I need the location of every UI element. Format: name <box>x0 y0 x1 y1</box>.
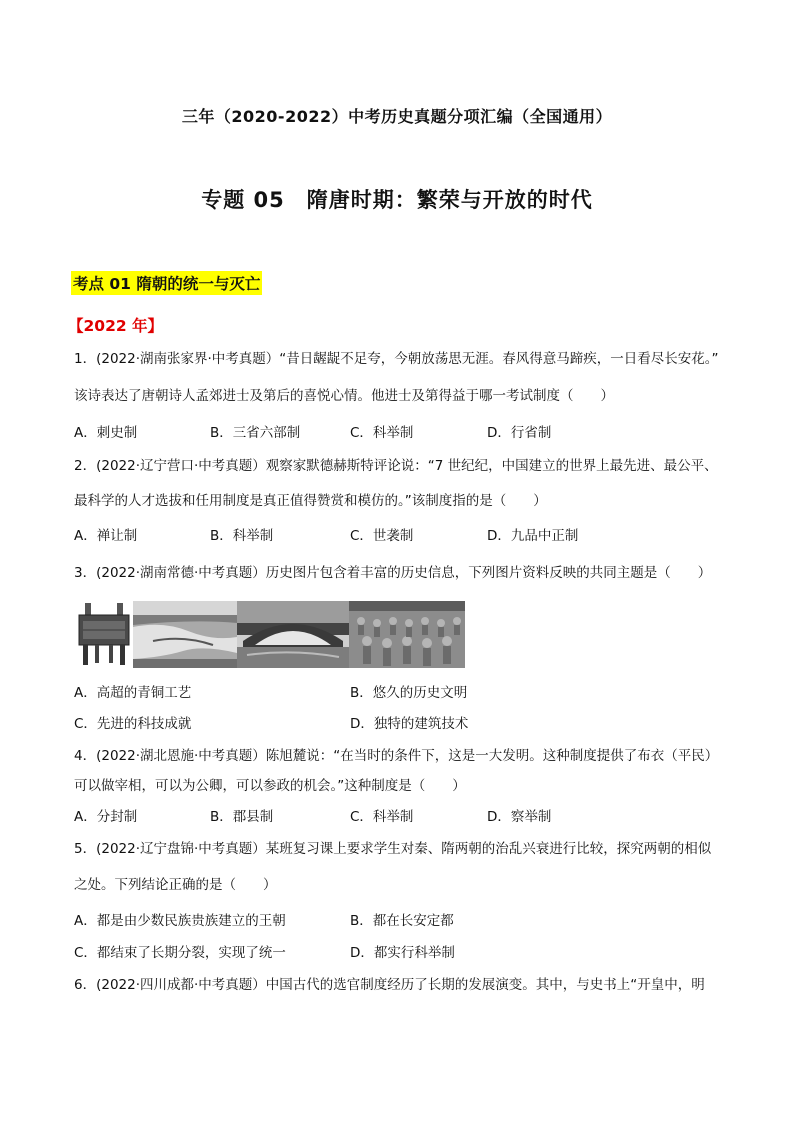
year-heading: 【2022 年】 <box>68 317 164 335</box>
question-1-option-d: D．行省制 <box>487 425 552 441</box>
question-2-line-2: 最科学的人才选拔和任用制度是真正值得赞赏和模仿的。”该制度指的是（ ） <box>74 493 547 509</box>
question-2-option-c: C．世袭制 <box>350 528 414 544</box>
question-3-option-a: A．高超的青铜工艺 <box>74 685 192 701</box>
question-4-option-d: D．察举制 <box>487 809 552 825</box>
question-1-line-2: 该诗表达了唐朝诗人孟郊进士及第后的喜悦心情。他进士及第得益于哪一考试制度（ ） <box>74 388 614 404</box>
question-1-option-b: B．三省六部制 <box>210 425 301 441</box>
question-6-line-1: 6．(2022·四川成都·中考真题）中国古代的选官制度经历了长期的发展演变。其中，与史书上“开皇中，明 <box>74 977 705 993</box>
question-2-option-b: B．科举制 <box>210 528 274 544</box>
question-1-option-c: C．科举制 <box>350 425 414 441</box>
stone-arch-bridge-image <box>237 601 349 668</box>
topic-heading: 考点 01 隋朝的统一与灭亡 <box>71 271 262 295</box>
question-3-image-strip <box>75 601 465 668</box>
question-5-line-2: 之处。下列结论正确的是（ ） <box>74 877 277 893</box>
question-1-option-a: A．刺史制 <box>74 425 138 441</box>
question-3-option-b: B．悠久的历史文明 <box>350 685 468 701</box>
question-4-option-b: B．郡县制 <box>210 809 274 825</box>
terracotta-warriors-image <box>349 601 465 668</box>
question-5-option-c: C．都结束了长期分裂，实现了统一 <box>74 945 286 961</box>
question-1-line-1: 1．(2022·湖南张家界·中考真题）“昔日龌龊不足夸，今朝放荡思无涯。春风得意马蹄疾，一日看尽长安花。” <box>74 351 719 367</box>
question-2-option-a: A．禅让制 <box>74 528 138 544</box>
document-title: 专题 05 隋唐时期：繁荣与开放的时代 <box>201 188 593 212</box>
question-5-option-d: D．都实行科举制 <box>350 945 455 961</box>
question-3-option-d: D．独特的建筑技术 <box>350 716 469 732</box>
question-2-option-d: D．九品中正制 <box>487 528 579 544</box>
question-5-option-a: A．都是由少数民族贵族建立的王朝 <box>74 913 286 929</box>
question-5-option-b: B．都在长安定都 <box>350 913 454 929</box>
question-4-line-2: 可以做宰相，可以为公卿，可以参政的机会。”这种制度是（ ） <box>74 778 466 794</box>
question-3-option-c: C．先进的科技成就 <box>74 716 192 732</box>
question-4-option-a: A．分封制 <box>74 809 138 825</box>
river-landscape-image <box>133 601 237 668</box>
question-5-line-1: 5．(2022·辽宁盘锦·中考真题）某班复习课上要求学生对秦、隋两朝的治乱兴衰进行比较，探究两朝的相似 <box>74 841 712 857</box>
bronze-ding-image <box>75 601 133 668</box>
question-2-line-1: 2．(2022·辽宁营口·中考真题）观察家默德赫斯特评论说：“7 世纪纪，中国建立的世界上最先进、最公平、 <box>74 458 718 474</box>
document-supertitle: 三年（2020-2022）中考历史真题分项汇编（全国通用） <box>181 107 613 126</box>
question-4-option-c: C．科举制 <box>350 809 414 825</box>
question-3-line-1: 3．(2022·湖南常德·中考真题）历史图片包含着丰富的历史信息，下列图片资料反映的共同主题是（ ） <box>74 565 712 581</box>
question-4-line-1: 4．(2022·湖北恩施·中考真题）陈旭麓说：“在当时的条件下，这是一大发明。这种制度提供了布衣（平民） <box>74 748 719 764</box>
